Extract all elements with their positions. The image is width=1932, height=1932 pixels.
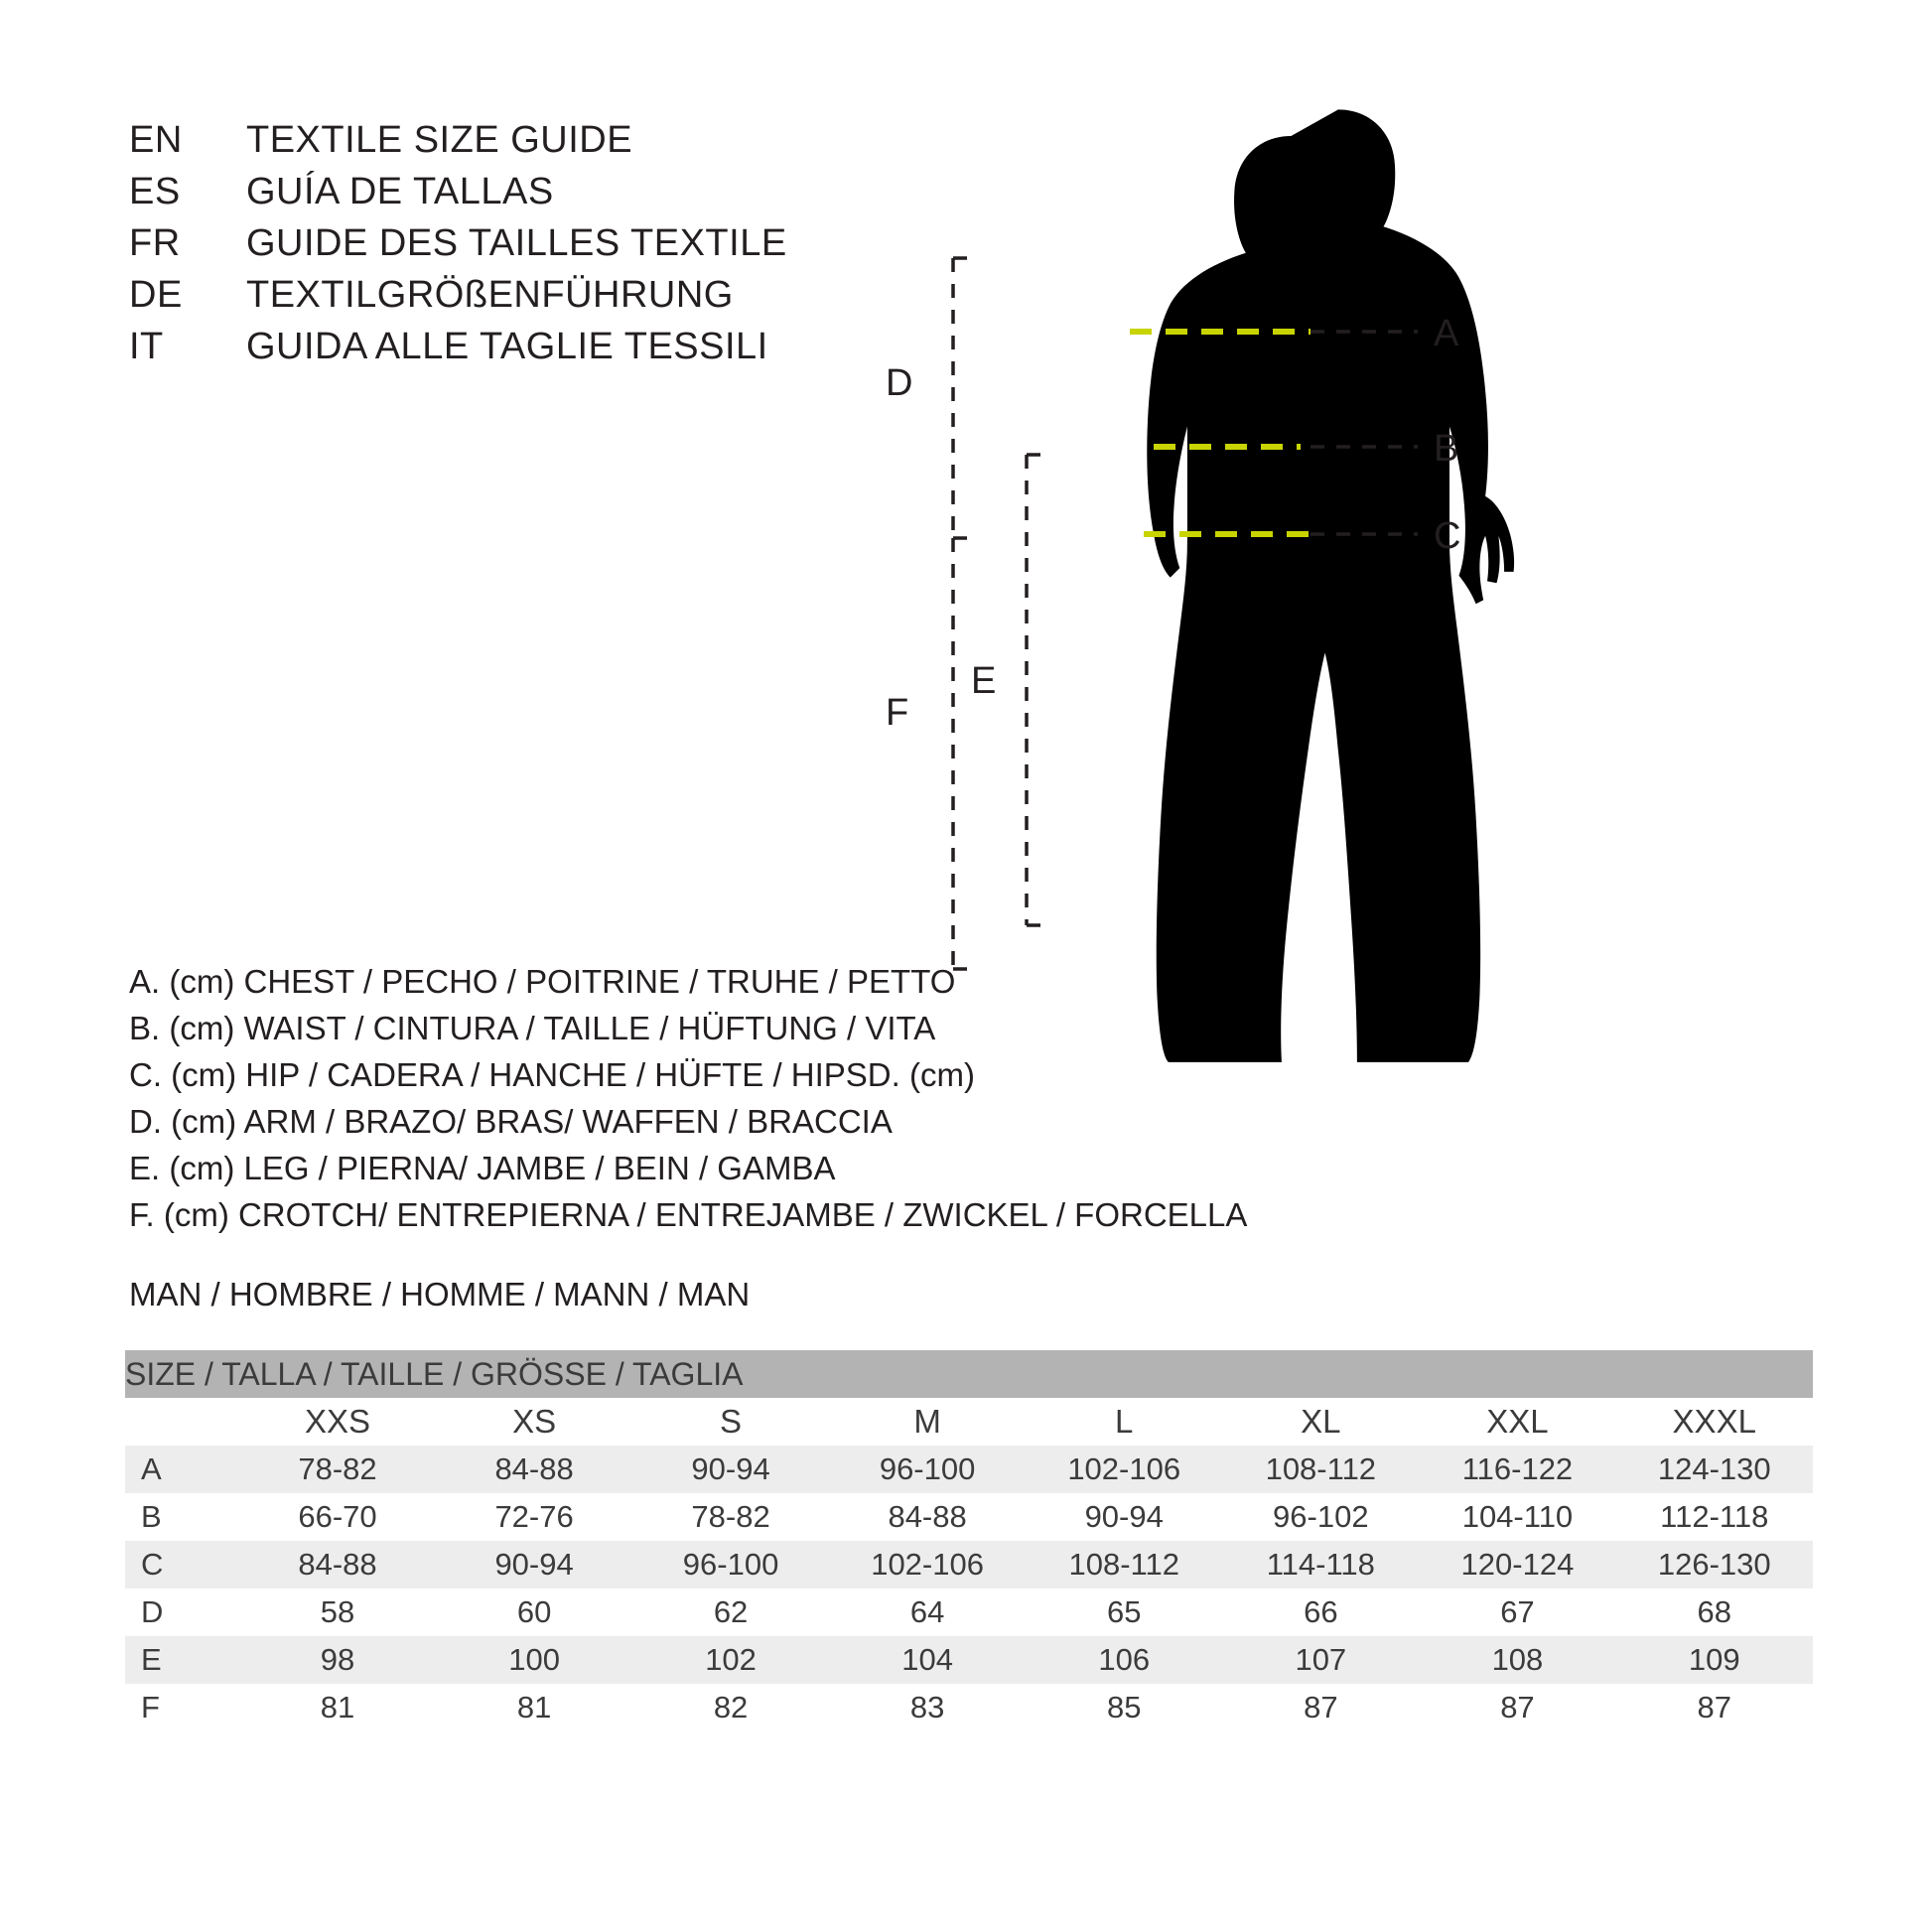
legend-item-f: F. (cm) CROTCH/ ENTREPIERNA / ENTREJAMBE / ZWICKEL / FORCELLA (129, 1196, 1248, 1233)
label-e: E (971, 660, 997, 702)
cell-b-xxl: 104-110 (1419, 1493, 1615, 1541)
row-key-f: F (125, 1684, 239, 1731)
body-measurement-diagram (886, 79, 1866, 1211)
language-title-it: GUIDA ALLE TAGLIE TESSILI (246, 326, 768, 367)
language-title-fr: GUIDE DES TAILLES TEXTILE (246, 222, 787, 264)
cell-e-xxs: 98 (239, 1636, 436, 1684)
language-title-de: TEXTILGRÖßENFÜHRUNG (246, 274, 734, 316)
cell-a-l: 102-106 (1026, 1446, 1222, 1493)
language-code-en: EN (129, 119, 183, 161)
table-row (125, 1493, 1813, 1541)
language-row-de (129, 274, 943, 326)
label-b: B (1434, 428, 1459, 470)
cell-f-xxl: 87 (1419, 1684, 1615, 1731)
label-a: A (1434, 313, 1459, 354)
language-code-it: IT (129, 326, 164, 367)
language-row-fr (129, 222, 943, 274)
table-row (125, 1636, 1813, 1684)
cell-f-xs: 81 (436, 1684, 632, 1731)
cell-e-l: 106 (1026, 1636, 1222, 1684)
cell-d-xxs: 58 (239, 1588, 436, 1636)
legend-item-d: D. (cm) ARM / BRAZO/ BRAS/ WAFFEN / BRACCIA (129, 1103, 893, 1140)
cell-b-s: 78-82 (632, 1493, 829, 1541)
cell-d-l: 65 (1026, 1588, 1222, 1636)
cell-d-m: 64 (829, 1588, 1026, 1636)
cell-e-m: 104 (829, 1636, 1026, 1684)
cell-d-s: 62 (632, 1588, 829, 1636)
table-row (125, 1684, 1813, 1731)
legend-item-e: E. (cm) LEG / PIERNA/ JAMBE / BEIN / GAMBA (129, 1150, 836, 1186)
cell-c-xxl: 120-124 (1419, 1541, 1615, 1588)
column-header-xl: XL (1222, 1398, 1419, 1446)
cell-c-m: 102-106 (829, 1541, 1026, 1588)
table-row (125, 1588, 1813, 1636)
column-header-xxs: XXS (239, 1398, 436, 1446)
cell-e-xxl: 108 (1419, 1636, 1615, 1684)
cell-b-xl: 96-102 (1222, 1493, 1419, 1541)
cell-b-m: 84-88 (829, 1493, 1026, 1541)
cell-e-xxxl: 109 (1616, 1636, 1814, 1684)
cell-c-xs: 90-94 (436, 1541, 632, 1588)
language-code-de: DE (129, 274, 183, 316)
column-header-s: S (632, 1398, 829, 1446)
legend-item-a: A. (cm) CHEST / PECHO / POITRINE / TRUHE / PETTO (129, 963, 956, 1000)
cell-c-l: 108-112 (1026, 1541, 1222, 1588)
cell-a-xl: 108-112 (1222, 1446, 1419, 1493)
cell-c-s: 96-100 (632, 1541, 829, 1588)
column-header-l: L (1026, 1398, 1222, 1446)
label-d: D (886, 362, 913, 404)
legend-item-b: B. (cm) WAIST / CINTURA / TAILLE / HÜFTUNG / VITA (129, 1010, 936, 1046)
cell-a-xxxl: 124-130 (1616, 1446, 1814, 1493)
label-c: C (1434, 515, 1461, 557)
language-code-es: ES (129, 171, 181, 212)
column-header-xxxl: XXXL (1616, 1398, 1814, 1446)
crotch-bracket-f (953, 538, 977, 969)
language-row-en (129, 119, 943, 171)
arm-bracket-d (953, 258, 977, 538)
row-key-b: B (125, 1493, 239, 1541)
leg-bracket-e (1027, 455, 1050, 925)
column-header-m: M (829, 1398, 1026, 1446)
cell-a-m: 96-100 (829, 1446, 1026, 1493)
table-row (125, 1446, 1813, 1493)
legend-item-c: C. (cm) HIP / CADERA / HANCHE / HÜFTE / HIPSD. (cm) (129, 1056, 975, 1093)
table-corner-cell (125, 1398, 239, 1446)
cell-f-xxs: 81 (239, 1684, 436, 1731)
table-row (125, 1541, 1813, 1588)
column-header-xxl: XXL (1419, 1398, 1615, 1446)
column-header-xs: XS (436, 1398, 632, 1446)
cell-b-xxs: 66-70 (239, 1493, 436, 1541)
gender-label: MAN / HOMBRE / HOMME / MANN / MAN (129, 1276, 751, 1312)
label-f: F (886, 692, 909, 734)
cell-a-s: 90-94 (632, 1446, 829, 1493)
cell-c-xxs: 84-88 (239, 1541, 436, 1588)
language-title-es: GUÍA DE TALLAS (246, 171, 554, 212)
language-title-en: TEXTILE SIZE GUIDE (246, 119, 633, 161)
cell-f-xl: 87 (1222, 1684, 1419, 1731)
language-row-it (129, 326, 943, 377)
cell-a-xs: 84-88 (436, 1446, 632, 1493)
cell-f-l: 85 (1026, 1684, 1222, 1731)
cell-b-l: 90-94 (1026, 1493, 1222, 1541)
cell-b-xs: 72-76 (436, 1493, 632, 1541)
cell-d-xl: 66 (1222, 1588, 1419, 1636)
cell-e-s: 102 (632, 1636, 829, 1684)
cell-f-xxxl: 87 (1616, 1684, 1814, 1731)
table-title-row (125, 1350, 1813, 1398)
cell-a-xxs: 78-82 (239, 1446, 436, 1493)
cell-f-m: 83 (829, 1684, 1026, 1731)
cell-d-xs: 60 (436, 1588, 632, 1636)
table-title: SIZE / TALLA / TAILLE / GRÖSSE / TAGLIA (125, 1350, 1813, 1398)
size-table (125, 1350, 1813, 1731)
row-key-d: D (125, 1588, 239, 1636)
cell-d-xxl: 67 (1419, 1588, 1615, 1636)
cell-b-xxxl: 112-118 (1616, 1493, 1814, 1541)
cell-e-xl: 107 (1222, 1636, 1419, 1684)
language-code-fr: FR (129, 222, 181, 264)
row-key-c: C (125, 1541, 239, 1588)
row-key-a: A (125, 1446, 239, 1493)
cell-d-xxxl: 68 (1616, 1588, 1814, 1636)
row-key-e: E (125, 1636, 239, 1684)
man-silhouette-icon (1147, 109, 1514, 1062)
cell-a-xxl: 116-122 (1419, 1446, 1615, 1493)
cell-c-xxxl: 126-130 (1616, 1541, 1814, 1588)
language-row-es (129, 171, 943, 222)
cell-c-xl: 114-118 (1222, 1541, 1419, 1588)
cell-e-xs: 100 (436, 1636, 632, 1684)
cell-f-s: 82 (632, 1684, 829, 1731)
language-header-list (129, 119, 943, 377)
table-header-row (125, 1398, 1813, 1446)
